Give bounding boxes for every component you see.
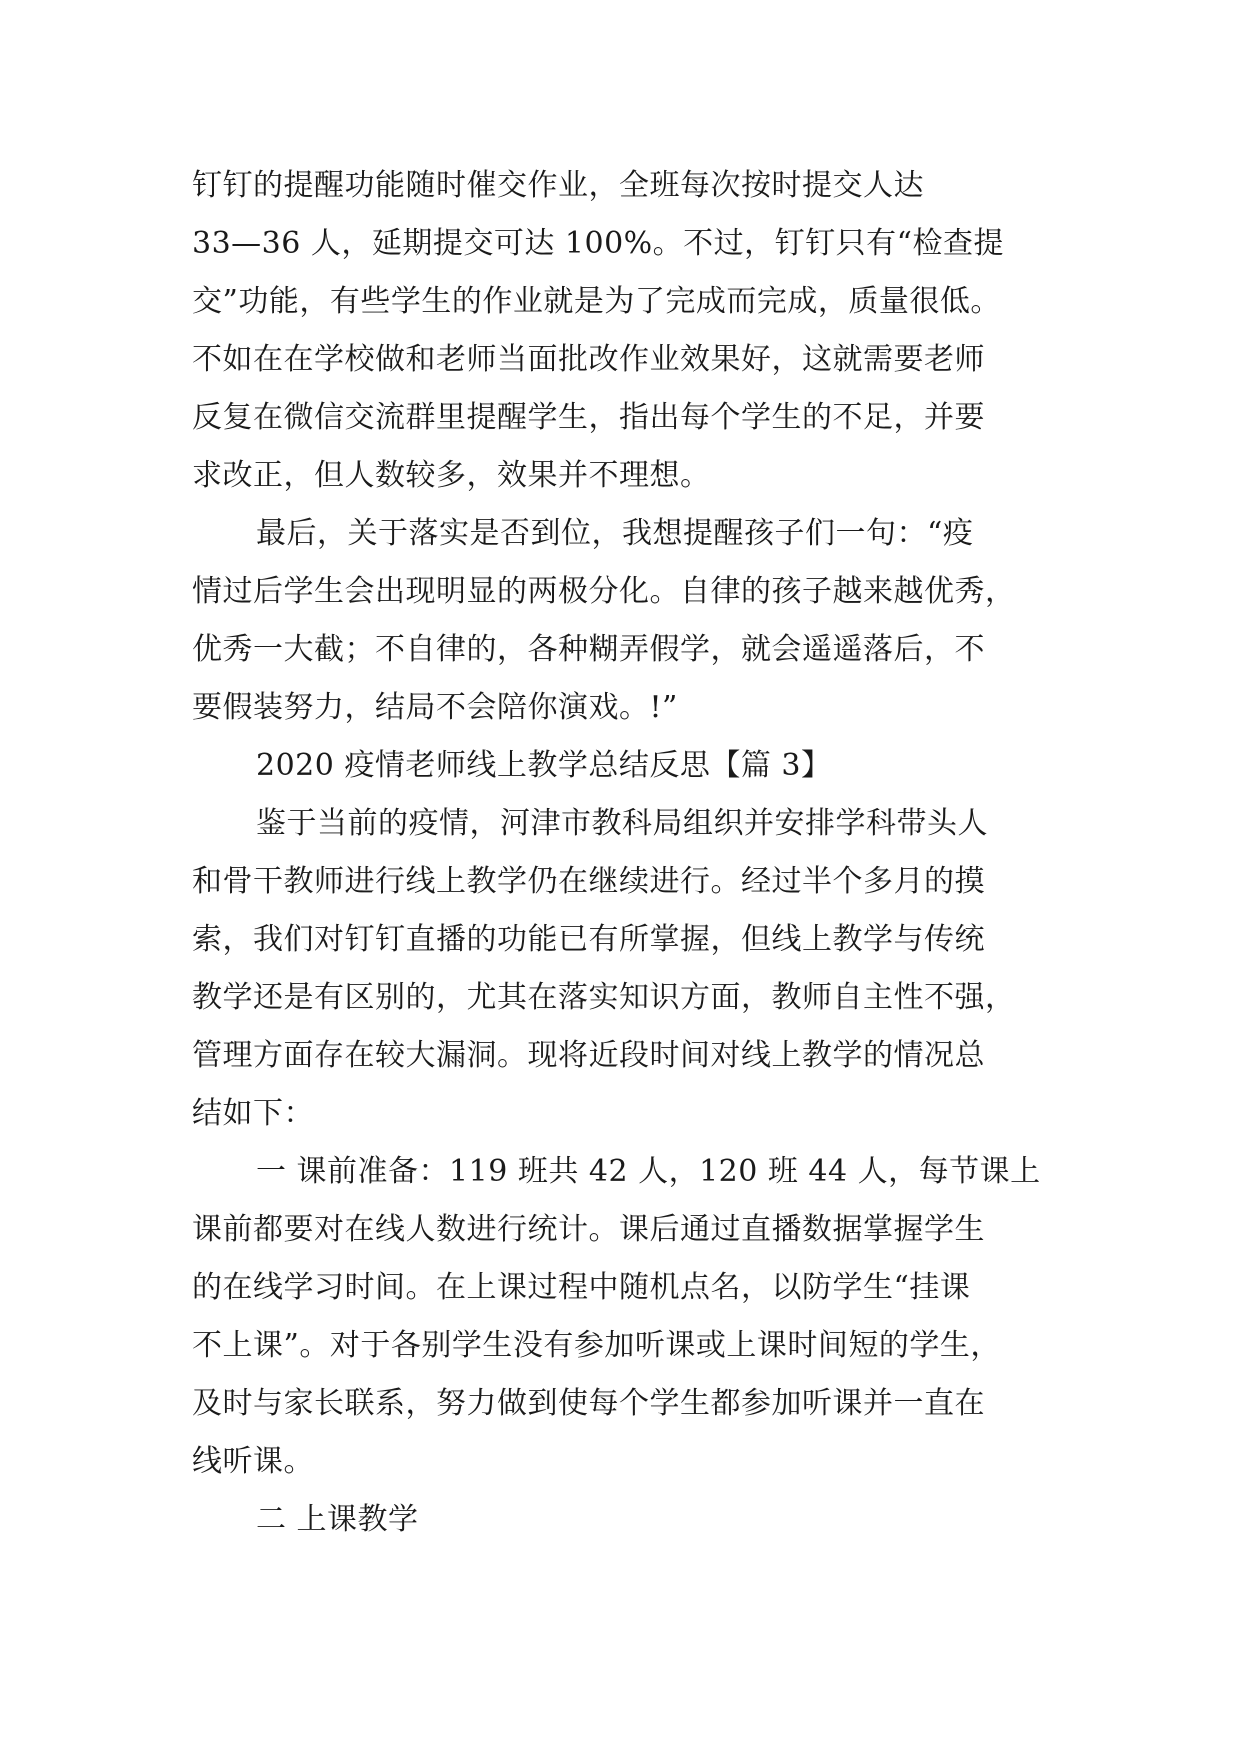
- text-line: 的在线学习时间。在上课过程中随机点名，以防学生“挂课: [192, 1270, 971, 1305]
- section-heading: 二 上课教学: [256, 1502, 419, 1537]
- text-line: 交”功能，有些学生的作业就是为了完成而完成，质量很低。: [192, 284, 1001, 319]
- text-line: 结如下：: [192, 1096, 314, 1131]
- section-heading: 2020 疫情老师线上教学总结反思【篇 3】: [256, 748, 832, 783]
- text-line: 反复在微信交流群里提醒学生，指出每个学生的不足，并要: [192, 400, 985, 435]
- text-line: 管理方面存在较大漏洞。现将近段时间对线上教学的情况总: [192, 1038, 985, 1073]
- text-line: 索，我们对钉钉直播的功能已有所掌握，但线上教学与传统: [192, 922, 985, 957]
- text-line: 一 课前准备：119 班共 42 人，120 班 44 人，每节课上: [256, 1154, 1041, 1189]
- text-line: 求改正，但人数较多，效果并不理想。: [192, 458, 711, 493]
- text-line: 最后，关于落实是否到位，我想提醒孩子们一句：“疫: [256, 516, 974, 551]
- text-line: 33—36 人，延期提交可达 100%。不过，钉钉只有“检查提: [192, 226, 1005, 261]
- text-line: 钉钉的提醒功能随时催交作业，全班每次按时提交人达: [192, 168, 924, 203]
- text-line: 优秀一大截；不自律的，各种糊弄假学，就会遥遥落后，不: [192, 632, 985, 667]
- text-line: 不如在在学校做和老师当面批改作业效果好，这就需要老师: [192, 342, 985, 377]
- text-line: 线听课。: [192, 1444, 314, 1479]
- text-line: 课前都要对在线人数进行统计。课后通过直播数据掌握学生: [192, 1212, 985, 1247]
- text-line: 及时与家长联系，努力做到使每个学生都参加听课并一直在: [192, 1386, 985, 1421]
- text-line: 鉴于当前的疫情，河津市教科局组织并安排学科带头人: [256, 806, 988, 841]
- text-line: 教学还是有区别的，尤其在落实知识方面，教师自主性不强，: [192, 980, 1016, 1015]
- text-line: 和骨干教师进行线上教学仍在继续进行。经过半个多月的摸: [192, 864, 985, 899]
- text-line: 情过后学生会出现明显的两极分化。自律的孩子越来越优秀，: [192, 574, 1016, 609]
- text-line: 不上课”。对于各别学生没有参加听课或上课时间短的学生，: [192, 1328, 1001, 1363]
- text-line: 要假装努力，结局不会陪你演戏。!”: [192, 690, 678, 725]
